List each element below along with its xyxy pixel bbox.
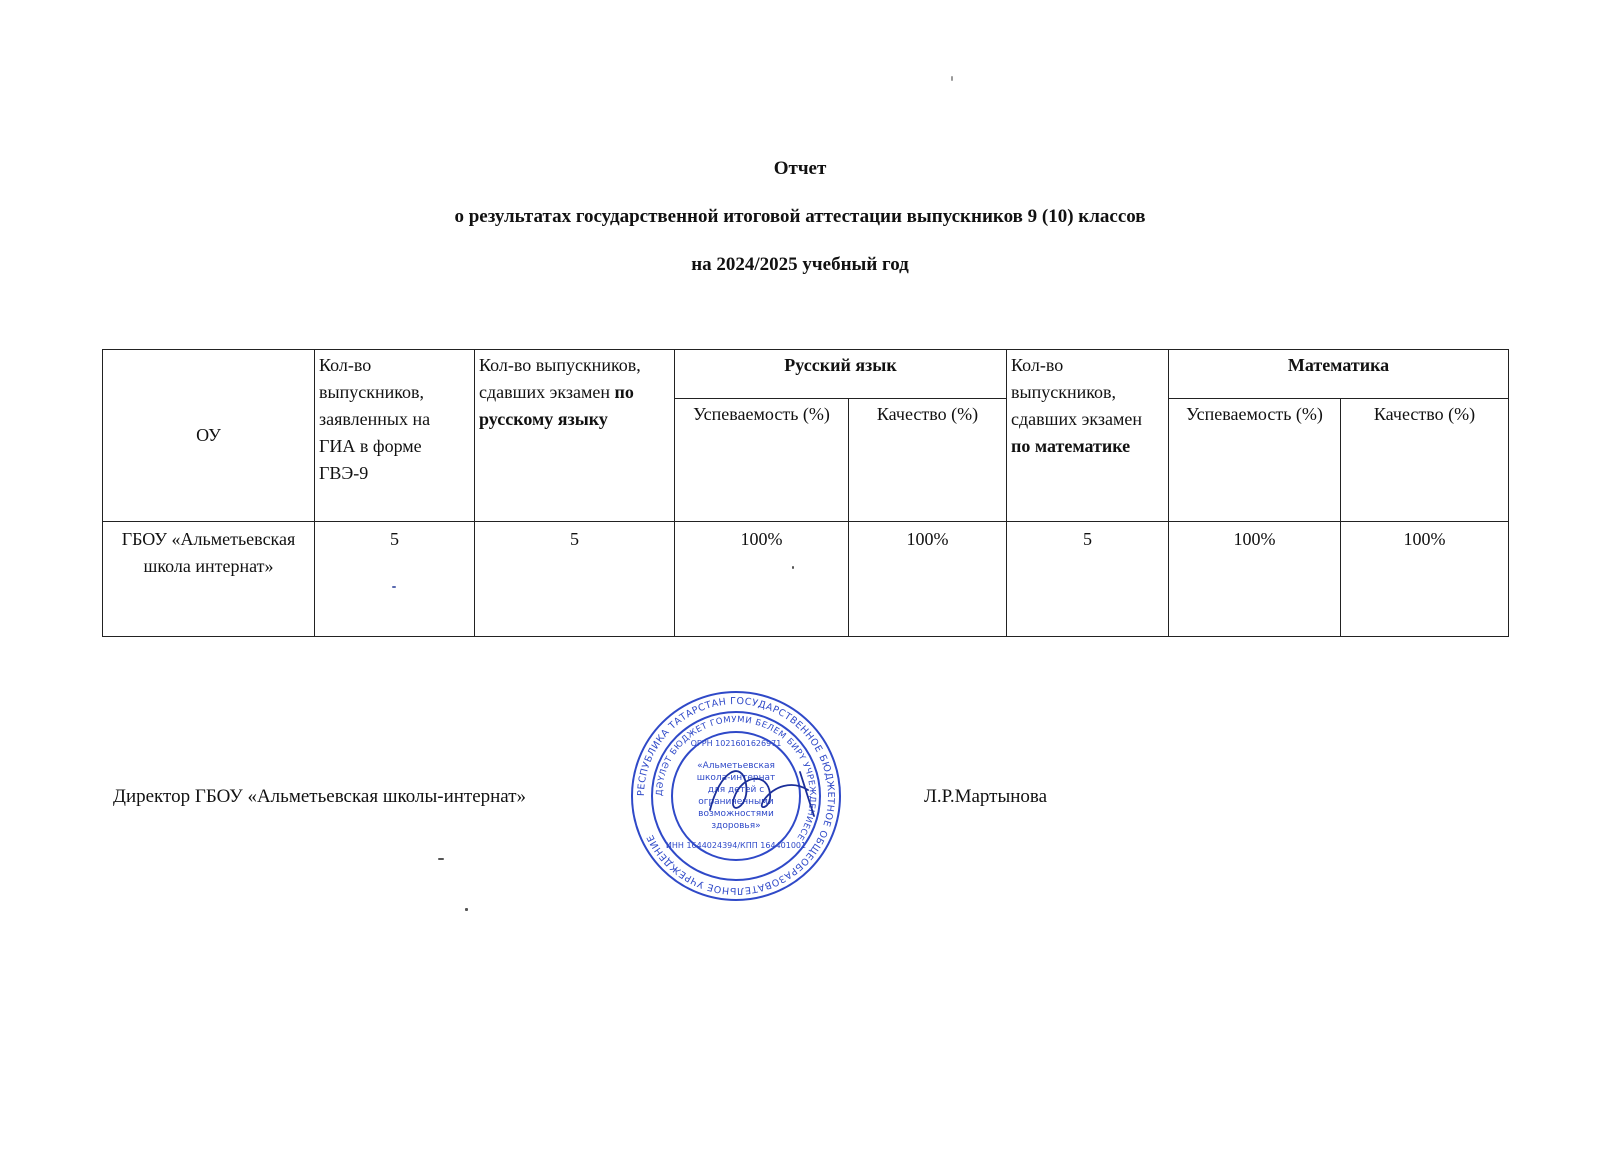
cell-ou: ГБОУ «Альметьевская школа интернат»	[103, 522, 315, 637]
cell-math-count: 5	[1007, 522, 1169, 637]
scan-speck	[465, 908, 468, 911]
director-name: Л.Р.Мартынова	[924, 786, 1048, 807]
stamp-inn: ИНН 1644024394/КПП 164401001	[665, 841, 807, 850]
header-russian-count-bold: по русскому языку	[479, 382, 634, 429]
report-title: Отчет	[773, 158, 827, 179]
director-title: Директор ГБОУ «Альметьевская школы-интернат»	[113, 786, 527, 807]
scan-speck	[392, 586, 396, 588]
header-russian-progress: Успеваемость (%)	[675, 399, 849, 522]
table-row	[103, 522, 1509, 637]
header-russian-count	[475, 350, 675, 522]
header-russian-quality: Качество (%)	[849, 399, 1007, 522]
cell-russian-count: 5	[475, 522, 675, 637]
stamp-center-line: возможностями	[698, 809, 774, 819]
header-russian-group: Русский язык	[675, 350, 1007, 399]
report-year: на 2024/2025 учебный год	[691, 254, 909, 275]
header-math-count	[1007, 350, 1169, 522]
cell-math-quality: 100%	[1341, 522, 1509, 637]
header-math-count-bold: по математике	[1011, 436, 1131, 456]
header-math-progress: Успеваемость (%)	[1169, 399, 1341, 522]
cell-declared: 5	[315, 522, 475, 637]
cell-russian-quality: 100%	[849, 522, 1007, 637]
report-header	[0, 158, 1600, 302]
stamp-ogrn: ОГРН 1021601626971	[690, 739, 782, 748]
director-signature	[690, 750, 840, 830]
stamp-center-line: ограниченными	[698, 797, 774, 807]
stamp-center-line: для детей с	[707, 785, 765, 795]
header-row-top	[103, 350, 1509, 399]
scan-speck	[438, 858, 444, 860]
results-table	[102, 349, 1509, 637]
stamp-center-line: здоровья»	[711, 821, 761, 831]
header-math-group: Математика	[1169, 350, 1509, 399]
cell-russian-progress: 100%	[675, 522, 849, 637]
header-math-count-text: Кол-во выпускников, сдавших экзамен	[1011, 355, 1142, 429]
header-ou: ОУ	[103, 350, 315, 522]
scan-speck	[951, 76, 953, 81]
cell-math-progress: 100%	[1169, 522, 1341, 637]
stamp-outer-textpath: РЕСПУБЛИКА ТАТАРСТАН ГОСУДАРСТВЕННОЕ БЮДЖЕТНОЕ ОБЩЕОБРАЗОВАТЕЛЬНОЕ УЧРЕЖДЕНИЕ	[635, 695, 837, 897]
report-subtitle: о результатах государственной итоговой аттестации выпускников 9 (10) классов	[454, 206, 1146, 227]
header-math-quality: Качество (%)	[1341, 399, 1509, 522]
header-declared-graduates: Кол-во выпускников, заявленных на ГИА в форме ГВЭ-9	[315, 350, 475, 522]
scan-speck	[792, 566, 794, 569]
stamp-inner-textpath: ДӘҮЛӘТ БЮДЖЕТ ГОМУМИ БЕЛЕМ БИРҮ УЧРЕЖДЕНИЕСЕ	[654, 714, 818, 842]
stamp-center-line: «Альметьевская	[697, 761, 775, 771]
stamp-center-line: школа-интернат	[696, 773, 776, 783]
header-russian-count-text: Кол-во выпускников, сдавших экзамен	[479, 355, 641, 402]
